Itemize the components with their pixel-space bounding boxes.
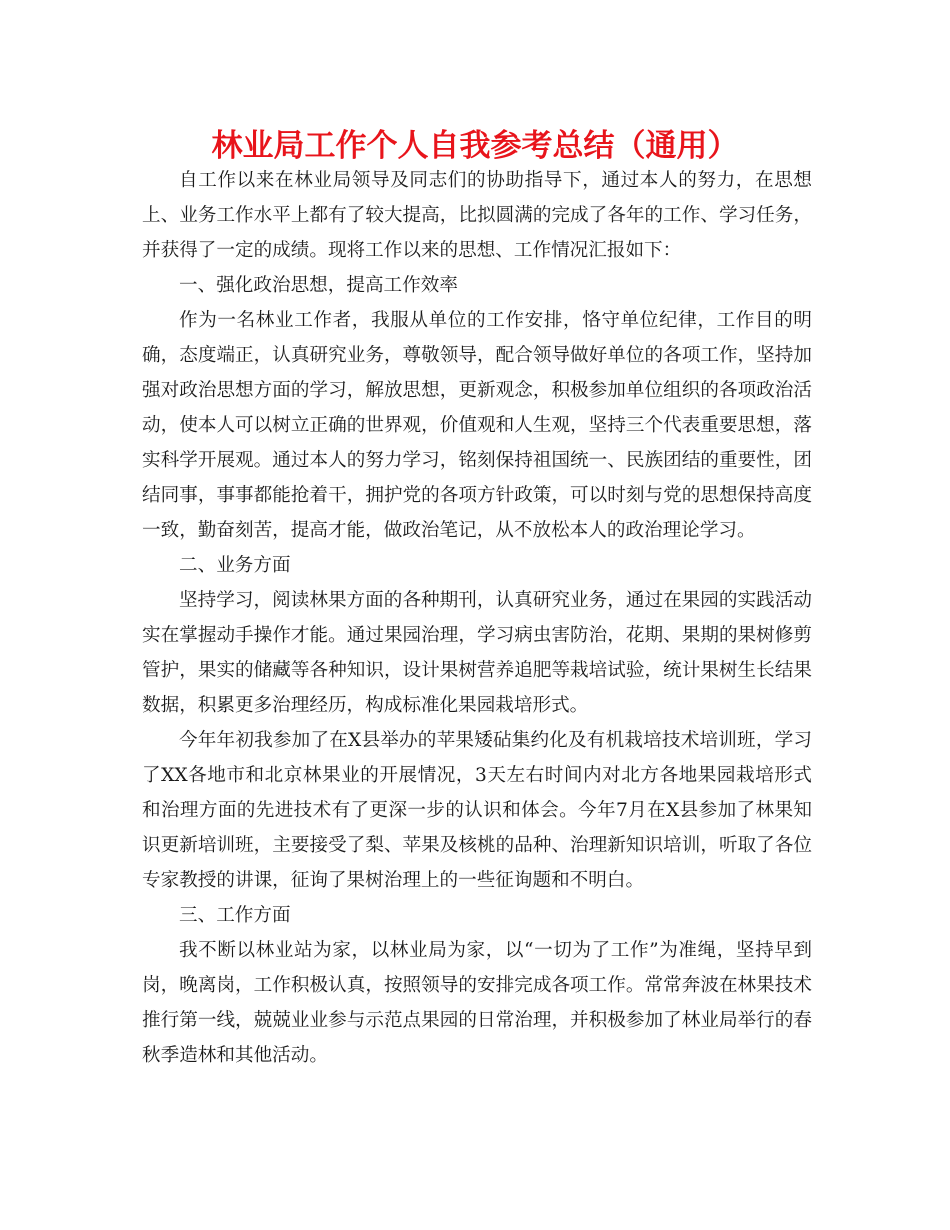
section-heading-2: 二、业务方面 <box>179 555 291 576</box>
intro-paragraph: 自工作以来在林业局领导及同志们的协助指导下，通过本人的努力，在思想上、业务工作水平上都有了较大提高，比拟圆满的完成了各年的工作、学习任务，并获得了一定的成绩。现将工作以来的思想、工作情况汇报如下： <box>142 170 812 261</box>
section-2-paragraph-2: 今年年初我参加了在X县举办的苹果矮砧集约化及有机栽培技术培训班，学习了XX各地市和北京林果业的开展情况，3天左右时间内对北方各地果园栽培形式和治理方面的先进技术有了更深一步的认识和体会。今年7月在X县参加了林果知识更新培训班，主要接受了梨、苹果及核桃的品种、治理新知识培训，听取了各位专家教授的讲课，征询了果树治理上的一些征询题和不明白。 <box>142 730 812 891</box>
section-3-paragraph: 我不断以林业站为家，以林业局为家，以“一切为了工作”为准绳，坚持早到岗，晚离岗，工作积极认真，按照领导的安排完成各项工作。常常奔波在林果技术推行第一线，兢兢业业参与示范点果园的日常治理，并积极参加了林业局举行的春秋季造林和其他活动。 <box>142 940 812 1066</box>
section-heading-1: 一、强化政治思想，提高工作效率 <box>179 275 458 296</box>
section-2-paragraph-1: 坚持学习，阅读林果方面的各种期刊，认真研究业务，通过在果园的实践活动实在掌握动手操作才能。通过果园治理，学习病虫害防治，花期、果期的果树修剪管护，果实的储藏等各种知识，设计果树营养追肥等栽培试验，统计果树生长结果数据，积累更多治理经历，构成标准化果园栽培形式。 <box>142 590 812 716</box>
document-title: 林业局工作个人自我参考总结（通用） <box>211 128 739 164</box>
section-1-paragraph: 作为一名林业工作者，我服从单位的工作安排，恪守单位纪律，工作目的明确，态度端正，认真研究业务，尊敬领导，配合领导做好单位的各项工作，坚持加强对政治思想方面的学习，解放思想，更新观念，积极参加单位组织的各项政治活动，使本人可以树立正确的世界观，价值观和人生观，坚持三个代表重要思想，落实科学开展观。通过本人的努力学习，铭刻保持祖国统一、民族团结的重要性，团结同事，事事都能抢着干，拥护党的各项方针政策，可以时刻与党的思想保持高度一致，勤奋刻苦，提高才能，做政治笔记，从不放松本人的政治理论学习。 <box>142 310 812 541</box>
section-heading-3: 三、工作方面 <box>179 905 291 926</box>
document-body <box>142 163 812 1073</box>
